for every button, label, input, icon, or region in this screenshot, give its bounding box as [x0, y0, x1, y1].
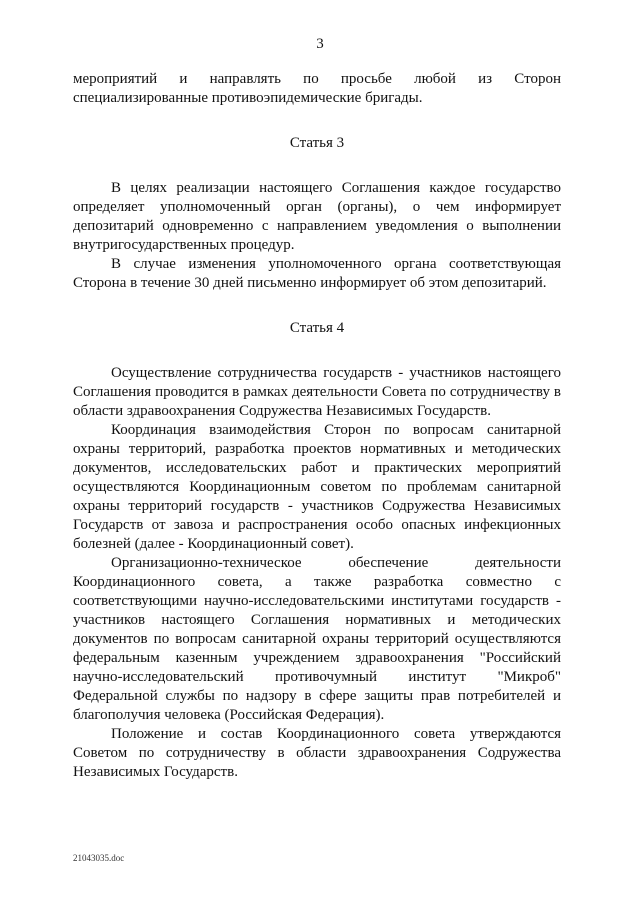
page-number: 3 [316, 36, 324, 52]
article-3-paragraph-1: В целях реализации настоящего Соглашения каждое государство определяет уполномоченный орган (органы), о чем информирует депозитарий одновременно с направлением уведомления о выполнении внутригосударственных процедур. [73, 180, 561, 253]
article-4-paragraph-3: Организационно-техническое обеспечение деятельности Координационного совета, а также разработка совместно с соответствующими научно-исследовательскими институтами государств - участников настоящего Соглашения нормативных и методических документов по вопросам санитарной охраны территорий осуществляются федеральным казенным учреждением здравоохранения "Российский научно-исследовательский противочумный институт "Микроб" Федеральной службы по надзору в сфере защиты прав потребителей и благополучия человека (Российская Федерация). [73, 555, 561, 723]
article-4-paragraph-2: Координация взаимодействия Сторон по вопросам санитарной охраны территорий, разработка проектов нормативных и методических документов, исследовательских работ и практических мероприятий осуществляются Координационным советом по проблемам санитарной охраны территорий государств - участников Содружества Независимых Государств от завоза и распространения особо опасных инфекционных болезней (далее - Координационный совет). [73, 422, 561, 552]
continuation-paragraph: мероприятий и направлять по просьбе любой из Сторон специализированные противоэпидемические бригады. [73, 71, 561, 106]
article-4-paragraph-1: Осуществление сотрудничества государств - участников настоящего Соглашения проводится в рамках деятельности Совета по сотрудничеству в области здравоохранения Содружества Независимых Государств. [73, 365, 561, 419]
article-4-paragraph-4: Положение и состав Координационного совета утверждаются Советом по сотрудничеству в области здравоохранения Содружества Независимых Государств. [73, 726, 561, 780]
footer-filename: 21043035.doc [73, 853, 125, 863]
article-4-heading: Статья 4 [289, 320, 345, 336]
document-body [73, 70, 561, 782]
article-3-heading: Статья 3 [289, 135, 345, 151]
article-3-paragraph-2: В случае изменения уполномоченного органа соответствующая Сторона в течение 30 дней письменно информирует об этом депозитарий. [73, 256, 561, 291]
